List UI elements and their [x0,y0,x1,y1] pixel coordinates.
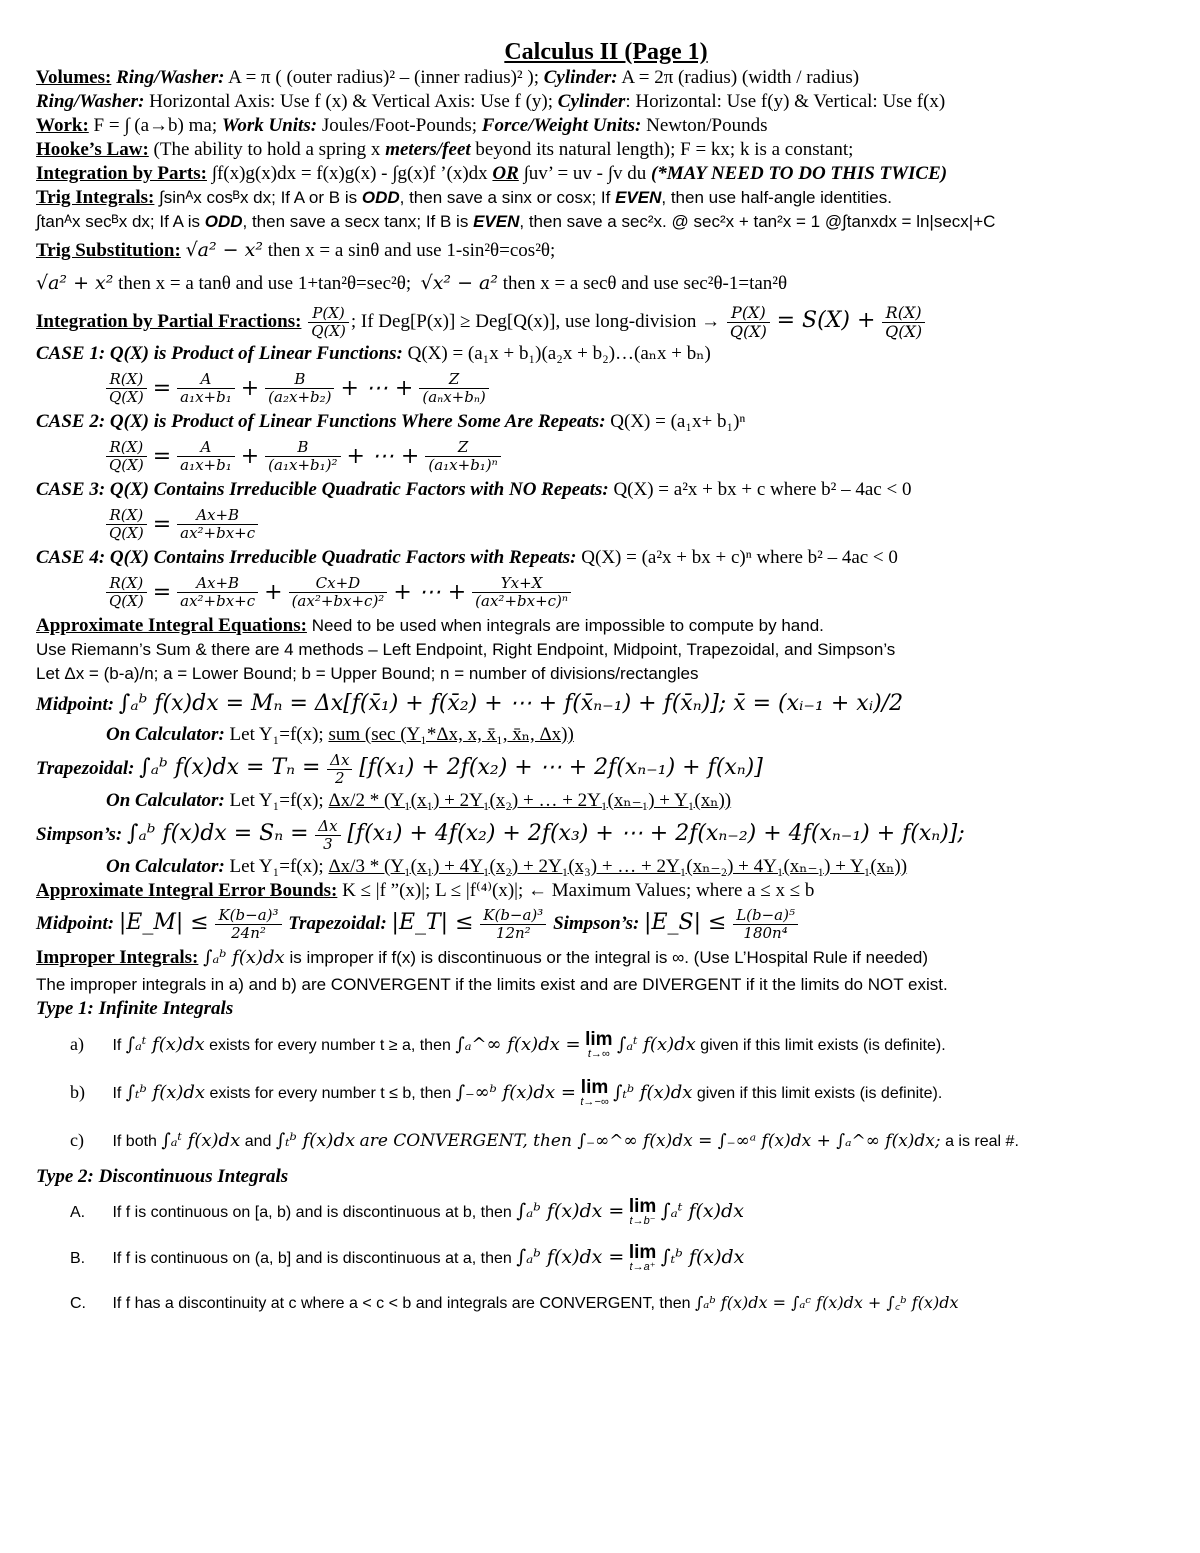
case-1-heading [36,342,1176,366]
trig-integrals-text-1b: , then save a sinx or cosx; If [399,188,611,207]
error-midpoint-label: Midpoint: [36,913,115,934]
trig-integrals-line-2 [36,210,1176,234]
error-formulas-line [36,903,1176,943]
work-line [36,114,1176,138]
midpoint-label: Midpoint: [36,694,115,715]
trapezoidal-lhs: ∫ₐᵇ f(x)dx = Tₙ = [139,755,321,780]
type-1-item-b: b) If ∫ₜᵇ f(x)dx exists for every number t ≤ b, then ∫₋∞ᵇ f(x)dx = lim t→−∞ ∫ₜᵇ f(x)dx given if this limit exists (is definite). [70,1077,943,1109]
hooke-label: Hooke’s Law: [36,139,149,160]
trig-integrals-text-1: ∫sinᴬx cosᴮx dx; If A or B is [159,188,358,207]
p-over-q-fraction-2: $\frac{P(X)}{Q(X)}$ [727,304,770,341]
case-4-expansion: $\frac{R(X)}{Q(X)}$ = $\frac{Ax+B}{\text{ax²+bx+c}}$ + $\frac{Cx+D}{\text{(ax²+bx+c)²}}$ + ⋯ + $\frac{Yx+X}{\text{(ax²+bx+c)ⁿ}}$ [104,570,1176,614]
trig-sub-text-1: then x = a sinθ and use 1-sin²θ=cos²θ; [267,240,556,261]
trapezoidal-calc-label: On Calculator: [106,790,225,811]
case-4-term-b: $\frac{Cx+D}{\text{(ax²+bx+c)²}}$ [289,575,388,610]
type-2-heading: Type 2: Discontinuous Integrals [36,1166,289,1187]
volumes-axis-line [36,90,1176,114]
improper-label: Improper Integrals: [36,947,199,968]
radical-3: √x² − a² [420,272,498,294]
error-simpson-label: Simpson’s: [553,913,640,934]
cheat-sheet [36,38,1176,1326]
trig-sub-text-3: then x = a secθ and use sec²θ-1=tan²θ [502,273,788,294]
trig-integrals-line-1 [36,186,1176,210]
parts-or: OR [492,163,519,184]
trapezoidal-rhs: [f(x₁) + 2f(x₂) + ⋯ + 2f(xₙ₋₁) + f(xₙ)] [359,755,763,780]
case-2-term-b: $\frac{B}{\text{(a₁x+b₁)²}}$ [265,439,340,474]
work-units-label: Work Units: [221,115,318,136]
case-1-lhs: $\frac{R(X)}{Q(X)}$ [106,371,147,406]
type-2-item-c: C. If f has a discontinuity at c where a < c < b and integrals are CONVERGENT, then ∫ₐᵇ f(x)dx = ∫ₐᶜ f(x)dx + ∫꜀ᵇ f(x)dx [70,1293,959,1312]
case-4-label: CASE 4: Q(X) Contains Irreducible Quadratic Factors with Repeats: [36,547,577,568]
error-trapezoidal-fraction: $\frac{\text{K(b−a)³}}{\text{12n²}}$ [480,907,546,942]
approx-text: Need to be used when integrals are impossible to compute by hand. [311,616,824,635]
case-2-term-a: $\frac{A}{\text{a₁x+b₁}}$ [177,439,235,474]
case-4-term-z: $\frac{Yx+X}{\text{(ax²+bx+c)ⁿ}}$ [472,575,571,610]
error-bounds-line [36,879,1176,903]
simpson-label: Simpson’s: [36,824,123,845]
limit-t-to-inf: lim t→∞ [585,1029,613,1061]
trig-odd-1: ODD [361,188,400,207]
case-1-term-a: $\frac{A}{\text{a₁x+b₁}}$ [177,371,235,406]
case-1-q: Q(X) = (a₁x + b₁)(a₂x + b₂)…(aₙx + bₙ) [407,343,711,364]
improper-line-1 [36,943,1176,973]
case-2 [36,410,1176,478]
cylinder-axis-label: Cylinder [557,91,626,112]
r-over-q-fraction: $\frac{R(X)}{Q(X)}$ [882,304,925,341]
simpson-calc-expr: Δx/3 * (Y₁(x₁) + 4Y₁(x₂) + 2Y₁(x₃) + … + 2Y₁(xₙ₋₂) + 4Y₁(xₙ₋₁) + Y₁(xₙ)) [328,856,908,877]
trig-odd-2: ODD [204,212,243,231]
partial-fractions-text: ; If Deg[P(x)] ≥ Deg[Q(x)], use long-division → [350,311,721,332]
case-2-heading [36,410,1176,434]
error-bounds-label: Approximate Integral Error Bounds: [36,880,338,901]
case-1-term-b: $\frac{B}{\text{(a₂x+b₂)}}$ [265,371,334,406]
case-2-term-z: $\frac{Z}{\text{(a₁x+b₁)ⁿ}}$ [425,439,500,474]
error-simpson-fraction: $\frac{\text{L(b−a)⁵}}{\text{180n⁴}}$ [733,907,798,942]
type-1-item-c: c) If both ∫ₐᵗ f(x)dx and ∫ₜᵇ f(x)dx are CONVERGENT, then ∫₋∞^∞ f(x)dx = ∫₋∞ᵃ f(x)dx + ∫ₐ^∞ f(x)dx; a is real #. [70,1130,1019,1151]
case-3-expansion: $\frac{R(X)}{Q(X)}$ = $\frac{Ax+B}{\text{ax²+bx+c}}$ [104,502,1176,546]
simpson-calc-line [106,855,1176,879]
radical-1: √a² − x² [185,239,263,261]
case-3-heading [36,478,1176,502]
case-4-heading [36,546,1176,570]
hooke-units: meters/feet [385,139,471,160]
error-trapezoidal-lhs: |E_T| ≤ [391,910,474,935]
ring-formula: A = π ( (outer radius)² – (inner radius)² ); [228,67,539,88]
trig-even-1: EVEN [615,188,662,207]
work-formula: F = ∫ (a→b) ma; [93,115,218,136]
trig-sub-line-1 [36,234,1176,267]
radical-2: √a² + x² [36,272,114,294]
force-units: Newton/Pounds [646,115,768,136]
parts-label: Integration by Parts: [36,163,207,184]
trig-sub-text-2: then x = a tanθ and use 1+tan²θ=sec²θ; [118,273,412,294]
case-4-lhs: $\frac{R(X)}{Q(X)}$ [106,575,147,610]
error-midpoint-lhs: |E_M| ≤ [118,910,209,935]
partial-fractions-label: Integration by Partial Fractions: [36,311,302,332]
type-1-heading: Type 1: Infinite Integrals [36,998,234,1019]
parts-line [36,162,1176,186]
case-1-label: CASE 1: Q(X) is Product of Linear Functions: [36,343,403,364]
midpoint-calc-line [106,723,1176,747]
case-3-term-a: $\frac{Ax+B}{\text{ax²+bx+c}}$ [177,507,258,542]
type-2-list [36,1189,1176,1326]
simpson-calc-let: Let Y₁=f(x); [229,856,324,877]
trig-integrals-text-2b: , then save a secx tanx; If B is [242,212,469,231]
hooke-text-2: beyond its natural length); F = kx; k is a constant; [475,139,854,160]
trig-even-2: EVEN [473,212,520,231]
force-units-label: Force/Weight Units: [481,115,642,136]
approx-label: Approximate Integral Equations: [36,615,307,636]
trapezoidal-calc-expr: Δx/2 * (Y₁(x₁) + 2Y₁(x₂) + … + 2Y₁(xₙ₋₁) + Y₁(xₙ)) [328,790,732,811]
limit-t-to-neg-inf: lim t→−∞ [580,1077,609,1109]
case-2-lhs: $\frac{R(X)}{Q(X)}$ [106,439,147,474]
cylinder-formula: A = 2π (radius) (width / radius) [621,67,860,88]
trig-integrals-text-1c: , then use half-angle identities. [661,188,892,207]
limit-t-to-a-plus: lim t→a⁺ [628,1242,657,1274]
trig-integrals-text-2c: , then save a sec²x. @ sec²x + tan²x = 1 @∫tanxdx = ln|secx|+C [519,212,996,231]
improper-text: is improper if f(x) is discontinuous or the integral is ∞. (Use L’Hospital Rule if needed) [289,948,928,967]
cylinder-label: Cylinder: [543,67,618,88]
midpoint-calc-expr: sum (sec (Y₁*Δx, x, x̄₁, x̄ₙ, Δx)) [328,724,574,745]
case-4-term-a: $\frac{Ax+B}{\text{ax²+bx+c}}$ [177,575,258,610]
case-4-q: Q(X) = (a²x + bx + c)ⁿ where b² – 4ac < 0 [581,547,898,568]
cases-block [36,342,1176,614]
simpson-dx-fraction: $\frac{\Delta x}{3}$ [315,818,340,853]
trapezoidal-calc-let: Let Y₁=f(x); [229,790,324,811]
simpson-formula-line [36,813,1176,855]
trapezoidal-label: Trapezoidal: [36,758,135,779]
midpoint-calc-label: On Calculator: [106,724,225,745]
midpoint-formula: ∫ₐᵇ f(x)dx = Mₙ = Δx[f(x̄₁) + f(x̄₂) + ⋯ + f(x̄ₙ₋₁) + f(x̄ₙ)]; x̄ = (xᵢ₋₁ + xᵢ)/2 [118,691,904,716]
hooke-text-1: (The ability to hold a spring x [153,139,381,160]
error-trapezoidal-label: Trapezoidal: [288,913,387,934]
simpson-calc-label: On Calculator: [106,856,225,877]
partial-fractions-line [36,300,1176,342]
case-1 [36,342,1176,410]
type-2-item-a: A. If f is continuous on [a, b) and is discontinuous at b, then ∫ₐᵇ f(x)dx = lim t→b⁻ ∫ₐᵗ f(x)dx [70,1196,744,1228]
trapezoidal-formula-line [36,747,1176,789]
case-3-q: Q(X) = a²x + bx + c where b² – 4ac < 0 [613,479,912,500]
midpoint-formula-line [36,686,1176,723]
approx-line-1 [36,614,1176,638]
ring-axis-label: Ring/Washer: [36,91,145,112]
type-1-list [36,1021,1176,1165]
hooke-line [36,138,1176,162]
ring-axis-text: Horizontal Axis: Use f (x) & Vertical Axis: Use f (y); [149,91,554,112]
error-simpson-lhs: |E_S| ≤ [644,910,727,935]
trig-integrals-label: Trig Integrals: [36,187,155,208]
case-3 [36,478,1176,546]
type-1-item-a: a) If ∫ₐᵗ f(x)dx exists for every number t ≥ a, then ∫ₐ^∞ f(x)dx = lim t→∞ ∫ₐᵗ f(x)dx given if this limit exists (is definite). [70,1029,946,1061]
error-bounds-text: K ≤ |f ”(x)|; L ≤ |f⁽⁴⁾(x)|; ← Maximum Values; where a ≤ x ≤ b [342,880,815,901]
case-2-label: CASE 2: Q(X) is Product of Linear Functions Where Some Are Repeats: [36,411,606,432]
trig-sub-label: Trig Substitution: [36,240,181,261]
page-title: Calculus II (Page 1) [504,39,708,65]
parts-note: (*MAY NEED TO DO THIS TWICE) [650,163,948,184]
volumes-line [36,66,1176,90]
cylinder-axis-text: : Horizontal: Use f(y) & Vertical: Use f(x) [625,91,946,112]
limit-t-to-b-minus: lim t→b⁻ [628,1196,657,1228]
work-label: Work: [36,115,89,136]
simpson-rhs: [f(x₁) + 4f(x₂) + 2f(x₃) + ⋯ + 2f(xₙ₋₂) + 4f(xₙ₋₁) + f(xₙ)]; [347,821,965,846]
volumes-label: Volumes: [36,67,112,88]
case-1-expansion: $\frac{R(X)}{Q(X)}$ = $\frac{A}{\text{a₁x+b₁}}$ + $\frac{B}{\text{(a₂x+b₂)}}$ + ⋯ + $\frac{Z}{\text{(aₙx+bₙ)}}$ [104,366,1176,410]
trapezoidal-dx-fraction: $\frac{\Delta x}{2}$ [327,752,352,787]
parts-formula: ∫f(x)g(x)dx = f(x)g(x) - ∫g(x)f ’(x)dx [211,163,488,184]
simpson-lhs: ∫ₐᵇ f(x)dx = Sₙ = [126,821,309,846]
approx-line-3: Let Δx = (b-a)/n; a = Lower Bound; b = Upper Bound; n = number of divisions/rectangles [36,664,699,683]
case-2-expansion: $\frac{R(X)}{Q(X)}$ = $\frac{A}{\text{a₁x+b₁}}$ + $\frac{B}{\text{(a₁x+b₁)²}}$ + ⋯ + $\frac{Z}{\text{(a₁x+b₁)ⁿ}}$ [104,434,1176,478]
work-units: Joules/Foot-Pounds; [321,115,478,136]
parts-formula-2: ∫uv’ = uv - ∫v du [523,163,647,184]
s-of-x-term: = S(X) + [776,308,876,333]
case-3-label: CASE 3: Q(X) Contains Irreducible Quadratic Factors with NO Repeats: [36,479,609,500]
error-midpoint-fraction: $\frac{\text{K(b−a)³}}{\text{24n²}}$ [215,907,281,942]
midpoint-calc-let: Let Y₁=f(x); [229,724,324,745]
case-2-q: Q(X) = (a₁x+ b₁)ⁿ [610,411,746,432]
trapezoidal-calc-line [106,789,1176,813]
trig-sub-line-2 [36,267,1176,300]
ring-label: Ring/Washer: [116,67,225,88]
approx-line-2: Use Riemann’s Sum & there are 4 methods – Left Endpoint, Right Endpoint, Midpoint, Trapezoidal, and Simpson’s [36,640,896,659]
trig-integrals-text-2: ∫tanᴬx secᴮx dx; If A is [36,212,200,231]
case-1-term-z: $\frac{Z}{\text{(aₙx+bₙ)}}$ [419,371,488,406]
type-2-item-b: B. If f is continuous on (a, b] and is discontinuous at a, then ∫ₐᵇ f(x)dx = lim t→a⁺ ∫ₜᵇ f(x)dx [70,1242,745,1274]
case-4 [36,546,1176,614]
case-3-lhs: $\frac{R(X)}{Q(X)}$ [106,507,147,542]
p-over-q-fraction: $\frac{P(X)}{Q(X)}$ [308,305,349,340]
improper-line-2: The improper integrals in a) and b) are CONVERGENT if the limits exist and are DIVERGENT if it the limits do NOT exist. [36,975,948,994]
improper-formula: ∫ₐᵇ f(x)dx [203,947,285,968]
